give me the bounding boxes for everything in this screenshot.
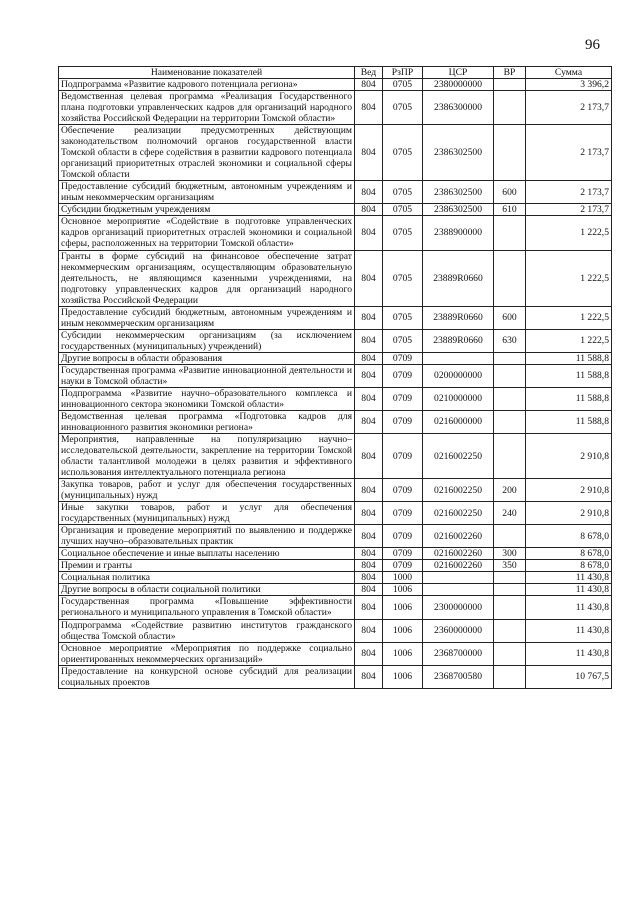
- cell-rzpr: 1006: [383, 665, 423, 688]
- cell-name: Подпрограмма «Развитие кадрового потенциала региона»: [59, 79, 355, 91]
- cell-name: Ведомственная целевая программа «Реализация Государственного плана подготовки управленческих кадров для организаций народного хозяйства Российской Федерации на территории Томской области»: [59, 91, 355, 125]
- cell-csr: 23889R0660: [423, 306, 494, 329]
- cell-rzpr: 1006: [383, 619, 423, 642]
- cell-csr: 2386302500: [423, 181, 494, 204]
- cell-csr: 2300000000: [423, 596, 494, 619]
- cell-ved: 804: [355, 125, 383, 181]
- cell-name: Предоставление субсидий бюджетным, автономным учреждениям и иным некоммерческим организациям: [59, 306, 355, 329]
- cell-vr: [494, 410, 526, 433]
- table-row: [59, 548, 612, 560]
- cell-csr: 0216002250: [423, 479, 494, 502]
- cell-sum: 2 910,8: [526, 434, 612, 479]
- cell-rzpr: 0709: [383, 548, 423, 560]
- cell-sum: 2 173,7: [526, 91, 612, 125]
- cell-rzpr: 1006: [383, 584, 423, 596]
- cell-ved: 804: [355, 434, 383, 479]
- column-header-csr: ЦСР: [423, 67, 494, 79]
- table-row: [59, 250, 612, 306]
- cell-name: Другие вопросы в области образования: [59, 352, 355, 364]
- budget-table: [58, 66, 612, 689]
- cell-vr: [494, 584, 526, 596]
- cell-csr: 23889R0660: [423, 329, 494, 352]
- cell-csr: 23889R0660: [423, 250, 494, 306]
- cell-ved: 804: [355, 665, 383, 688]
- cell-name: Ведомственная целевая программа «Подготовка кадров для инновационного развития экономики региона»: [59, 410, 355, 433]
- cell-name: Подпрограмма «Содействие развитию институтов гражданского общества Томской области»: [59, 619, 355, 642]
- cell-rzpr: 0709: [383, 387, 423, 410]
- table-row: [59, 502, 612, 525]
- cell-rzpr: 0705: [383, 125, 423, 181]
- table-row: [59, 619, 612, 642]
- cell-vr: 600: [494, 306, 526, 329]
- cell-vr: [494, 642, 526, 665]
- table-row: [59, 642, 612, 665]
- cell-vr: 350: [494, 560, 526, 572]
- cell-sum: 10 767,5: [526, 665, 612, 688]
- cell-name: Гранты в форме субсидий на финансовое обеспечение затрат некоммерческим организациям, осуществляющим образовательную деятельность, не являющимся казенными учреждениями, на подготовку управленческих кадров для организаций народного хозяйства Российской Федерации: [59, 250, 355, 306]
- cell-ved: 804: [355, 79, 383, 91]
- cell-rzpr: 0709: [383, 434, 423, 479]
- cell-rzpr: 1006: [383, 596, 423, 619]
- table-row: [59, 596, 612, 619]
- cell-vr: [494, 125, 526, 181]
- cell-csr: 2380000000: [423, 79, 494, 91]
- cell-name: Субсидии некоммерческим организациям (за исключением государственных (муниципальных) учреждений): [59, 329, 355, 352]
- cell-vr: 240: [494, 502, 526, 525]
- cell-ved: 804: [355, 584, 383, 596]
- cell-name: Субсидии бюджетным учреждениям: [59, 204, 355, 216]
- cell-csr: 0216002260: [423, 560, 494, 572]
- cell-csr: 0216002250: [423, 502, 494, 525]
- cell-ved: 804: [355, 479, 383, 502]
- cell-rzpr: 0709: [383, 502, 423, 525]
- cell-ved: 804: [355, 642, 383, 665]
- cell-ved: 804: [355, 387, 383, 410]
- cell-name: Мероприятия, направленные на популяризацию научно–исследовательской деятельности, закрепление на территории Томской области талантливой молодежи в целях развития и эффективного использования интеллектуального потенциала региона: [59, 434, 355, 479]
- cell-sum: 1 222,5: [526, 329, 612, 352]
- cell-csr: 2388900000: [423, 216, 494, 250]
- cell-rzpr: 0705: [383, 329, 423, 352]
- cell-csr: 2386300000: [423, 91, 494, 125]
- cell-name: Закупка товаров, работ и услуг для обеспечения государственных (муниципальных) нужд: [59, 479, 355, 502]
- table-row: [59, 387, 612, 410]
- table-header-row: [59, 67, 612, 79]
- cell-vr: [494, 352, 526, 364]
- cell-sum: 11 430,8: [526, 596, 612, 619]
- cell-rzpr: 0709: [383, 560, 423, 572]
- column-header-rzpr: РзПР: [383, 67, 423, 79]
- cell-name: Государственная программа «Развитие инновационной деятельности и науки в Томской области»: [59, 364, 355, 387]
- cell-name: Подпрограмма «Развитие научно–образовательного комплекса и инновационного сектора экономики Томской области»: [59, 387, 355, 410]
- cell-ved: 804: [355, 204, 383, 216]
- cell-vr: [494, 665, 526, 688]
- cell-rzpr: 0705: [383, 91, 423, 125]
- cell-vr: [494, 596, 526, 619]
- cell-rzpr: 0709: [383, 364, 423, 387]
- table-row: [59, 584, 612, 596]
- column-header-sum: Сумма: [526, 67, 612, 79]
- cell-sum: 11 430,8: [526, 572, 612, 584]
- cell-rzpr: 0709: [383, 479, 423, 502]
- table-row: [59, 91, 612, 125]
- cell-ved: 804: [355, 596, 383, 619]
- cell-vr: [494, 91, 526, 125]
- cell-rzpr: 1000: [383, 572, 423, 584]
- cell-ved: 804: [355, 216, 383, 250]
- cell-sum: 2 173,7: [526, 181, 612, 204]
- cell-name: Предоставление субсидий бюджетным, автономным учреждениям и иным некоммерческим организациям: [59, 181, 355, 204]
- cell-ved: 804: [355, 502, 383, 525]
- table-row: [59, 364, 612, 387]
- cell-csr: 0216002250: [423, 434, 494, 479]
- cell-sum: 2 910,8: [526, 479, 612, 502]
- cell-name: Обеспечение реализации предусмотренных действующим законодательством полномочий органов государственной власти Томской области в сфере содействия в развитии кадрового потенциала организаций приоритетных отраслей экономики и социальной сферы Томской области: [59, 125, 355, 181]
- page-number: 96: [585, 37, 600, 53]
- cell-name: Государственная программа «Повышение эффективности регионального и муниципального управления в Томской области»: [59, 596, 355, 619]
- cell-vr: [494, 525, 526, 548]
- cell-ved: 804: [355, 329, 383, 352]
- table-row: [59, 329, 612, 352]
- cell-sum: 8 678,0: [526, 525, 612, 548]
- cell-ved: 804: [355, 181, 383, 204]
- cell-sum: 11 588,8: [526, 352, 612, 364]
- cell-name: Иные закупки товаров, работ и услуг для обеспечения государственных (муниципальных) нужд: [59, 502, 355, 525]
- table-row: [59, 352, 612, 364]
- cell-ved: 804: [355, 352, 383, 364]
- cell-csr: 2360000000: [423, 619, 494, 642]
- column-header-name: Наименование показателей: [59, 67, 355, 79]
- cell-ved: 804: [355, 619, 383, 642]
- cell-sum: 2 173,7: [526, 125, 612, 181]
- table-row: [59, 79, 612, 91]
- table-row: [59, 216, 612, 250]
- cell-sum: 3 396,2: [526, 79, 612, 91]
- table-row: [59, 125, 612, 181]
- cell-sum: 11 430,8: [526, 619, 612, 642]
- table-row: [59, 560, 612, 572]
- cell-rzpr: 0705: [383, 181, 423, 204]
- cell-vr: 200: [494, 479, 526, 502]
- cell-name: Предоставление на конкурсной основе субсидий для реализации социальных проектов: [59, 665, 355, 688]
- cell-sum: 11 430,8: [526, 642, 612, 665]
- cell-ved: 804: [355, 306, 383, 329]
- cell-sum: 8 678,0: [526, 560, 612, 572]
- cell-csr: [423, 352, 494, 364]
- cell-sum: 11 588,8: [526, 364, 612, 387]
- cell-rzpr: 0705: [383, 79, 423, 91]
- cell-sum: 11 588,8: [526, 410, 612, 433]
- cell-csr: [423, 584, 494, 596]
- column-header-ved: Вед: [355, 67, 383, 79]
- cell-csr: 2386302500: [423, 125, 494, 181]
- cell-sum: 11 430,8: [526, 584, 612, 596]
- cell-rzpr: 0709: [383, 410, 423, 433]
- cell-vr: [494, 387, 526, 410]
- cell-rzpr: 0705: [383, 216, 423, 250]
- cell-vr: 600: [494, 181, 526, 204]
- table-row: [59, 181, 612, 204]
- table-row: [59, 572, 612, 584]
- cell-rzpr: 0709: [383, 352, 423, 364]
- cell-sum: 1 222,5: [526, 216, 612, 250]
- table-row: [59, 479, 612, 502]
- cell-csr: 0216002260: [423, 525, 494, 548]
- cell-csr: 0216002260: [423, 548, 494, 560]
- cell-vr: [494, 250, 526, 306]
- cell-csr: 0210000000: [423, 387, 494, 410]
- cell-vr: [494, 572, 526, 584]
- table-row: [59, 204, 612, 216]
- cell-name: Организация и проведение мероприятий по выявлению и поддержке лучших научно–образовательных практик: [59, 525, 355, 548]
- cell-csr: 0200000000: [423, 364, 494, 387]
- cell-ved: 804: [355, 560, 383, 572]
- cell-vr: 630: [494, 329, 526, 352]
- cell-name: Основное мероприятие «Содействие в подготовке управленческих кадров организаций приоритетных отраслей экономики и социальной сферы, расположенных на территории Томской области»: [59, 216, 355, 250]
- table-row: [59, 434, 612, 479]
- cell-ved: 804: [355, 572, 383, 584]
- cell-ved: 804: [355, 525, 383, 548]
- cell-sum: 11 588,8: [526, 387, 612, 410]
- table-row: [59, 665, 612, 688]
- cell-rzpr: 0705: [383, 204, 423, 216]
- cell-sum: 2 173,7: [526, 204, 612, 216]
- cell-sum: 1 222,5: [526, 250, 612, 306]
- cell-ved: 804: [355, 364, 383, 387]
- cell-sum: 2 910,8: [526, 502, 612, 525]
- table-row: [59, 306, 612, 329]
- cell-sum: 8 678,0: [526, 548, 612, 560]
- cell-name: Социальная политика: [59, 572, 355, 584]
- cell-vr: [494, 364, 526, 387]
- cell-vr: [494, 216, 526, 250]
- table-row: [59, 410, 612, 433]
- cell-name: Социальное обеспечение и иные выплаты населению: [59, 548, 355, 560]
- column-header-vr: ВР: [494, 67, 526, 79]
- cell-rzpr: 0705: [383, 306, 423, 329]
- cell-vr: 300: [494, 548, 526, 560]
- cell-vr: [494, 434, 526, 479]
- cell-csr: 2368700580: [423, 665, 494, 688]
- cell-rzpr: 0709: [383, 525, 423, 548]
- cell-vr: [494, 619, 526, 642]
- cell-name: Другие вопросы в области социальной политики: [59, 584, 355, 596]
- cell-sum: 1 222,5: [526, 306, 612, 329]
- cell-ved: 804: [355, 548, 383, 560]
- cell-name: Премии и гранты: [59, 560, 355, 572]
- cell-rzpr: 0705: [383, 250, 423, 306]
- cell-csr: [423, 572, 494, 584]
- table-row: [59, 525, 612, 548]
- cell-vr: 610: [494, 204, 526, 216]
- cell-csr: 0216000000: [423, 410, 494, 433]
- cell-ved: 804: [355, 91, 383, 125]
- cell-name: Основное мероприятие «Мероприятия по поддержке социально ориентированных некоммерческих организаций»: [59, 642, 355, 665]
- cell-rzpr: 1006: [383, 642, 423, 665]
- cell-csr: 2386302500: [423, 204, 494, 216]
- cell-csr: 2368700000: [423, 642, 494, 665]
- cell-ved: 804: [355, 250, 383, 306]
- cell-vr: [494, 79, 526, 91]
- cell-ved: 804: [355, 410, 383, 433]
